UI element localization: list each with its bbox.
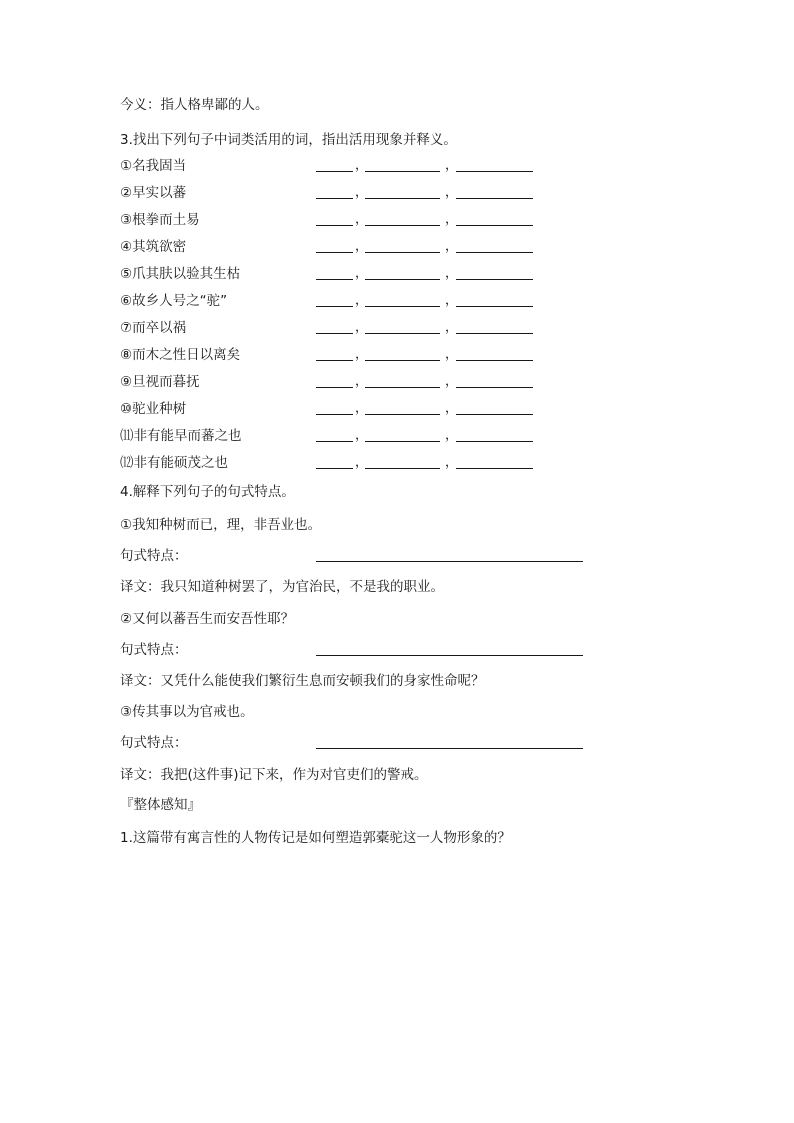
section-heading: 『整体感知』: [120, 797, 201, 813]
blank-phenomenon[interactable]: [365, 252, 440, 253]
comma: ，: [355, 428, 369, 443]
comma: ，: [445, 239, 459, 254]
blank-phenomenon[interactable]: [365, 468, 440, 469]
sentence-pattern-blank[interactable]: [316, 748, 583, 749]
comma: ，: [445, 455, 459, 470]
q3-row-7: [120, 319, 540, 337]
intro-line: 今义：指人格卑鄙的人。: [120, 97, 269, 113]
blank-word[interactable]: [316, 333, 353, 334]
q3-item-text: ⑤爪其肤以验其生枯: [120, 266, 241, 282]
blank-phenomenon[interactable]: [365, 171, 440, 172]
blank-meaning[interactable]: [456, 279, 533, 280]
blank-word[interactable]: [316, 198, 353, 199]
comma: ，: [355, 185, 369, 200]
q3-item-text: ⑾非有能早而蕃之也: [120, 428, 242, 444]
blank-meaning[interactable]: [456, 171, 533, 172]
sentence-pattern-label: 句式特点：: [120, 735, 188, 751]
blank-meaning[interactable]: [456, 225, 533, 226]
q3-row-2: [120, 184, 540, 202]
blank-meaning[interactable]: [456, 468, 533, 469]
comma: ，: [355, 347, 369, 362]
q4-sentence-1: ①我知种树而已，理，非吾业也。: [120, 517, 322, 533]
comma: ，: [445, 293, 459, 308]
q3-row-9: [120, 373, 540, 391]
q4-translation-3: 译文：我把(这件事)记下来，作为对官吏们的警戒。: [120, 767, 428, 783]
q3-row-5: [120, 265, 540, 283]
q3-item-text: ⑩驼业种树: [120, 401, 187, 417]
blank-word[interactable]: [316, 171, 353, 172]
q3-item-text: ①名我固当: [120, 158, 187, 174]
blank-phenomenon[interactable]: [365, 306, 440, 307]
blank-word[interactable]: [316, 414, 353, 415]
blank-word[interactable]: [316, 306, 353, 307]
blank-meaning[interactable]: [456, 387, 533, 388]
sentence-pattern-blank[interactable]: [316, 561, 583, 562]
comma: ，: [445, 266, 459, 281]
q3-row-3: [120, 211, 540, 229]
blank-word[interactable]: [316, 441, 353, 442]
blank-meaning[interactable]: [456, 360, 533, 361]
q4-answer-row-3: [120, 734, 480, 752]
comma: ，: [355, 293, 369, 308]
overview-question-1: 1.这篇带有寓言性的人物传记是如何塑造郭橐驼这一人物形象的？: [120, 830, 511, 846]
q3-item-text: ⑦而卒以祸: [120, 320, 187, 336]
blank-word[interactable]: [316, 252, 353, 253]
comma: ，: [355, 266, 369, 281]
q3-title: 3.找出下列句子中词类活用的词，指出活用现象并释义。: [120, 132, 457, 148]
blank-phenomenon[interactable]: [365, 198, 440, 199]
q3-row-8: [120, 346, 540, 364]
blank-meaning[interactable]: [456, 252, 533, 253]
q3-row-11: [120, 427, 540, 445]
comma: ，: [355, 158, 369, 173]
q3-item-text: ⑧而木之性日以离矣: [120, 347, 241, 363]
blank-meaning[interactable]: [456, 306, 533, 307]
blank-word[interactable]: [316, 468, 353, 469]
q4-answer-row-2: [120, 641, 480, 659]
q3-row-4: [120, 238, 540, 256]
blank-phenomenon[interactable]: [365, 441, 440, 442]
blank-phenomenon[interactable]: [365, 387, 440, 388]
q3-row-10: [120, 400, 540, 418]
sentence-pattern-label: 句式特点：: [120, 642, 188, 658]
q3-item-text: ⑿非有能硕茂之也: [120, 455, 228, 471]
comma: ，: [355, 239, 369, 254]
q3-item-text: ③根拳而土易: [120, 212, 200, 228]
q3-row-1: [120, 157, 540, 175]
blank-meaning[interactable]: [456, 333, 533, 334]
sentence-pattern-label: 句式特点：: [120, 548, 188, 564]
comma: ，: [445, 374, 459, 389]
q4-answer-row-1: [120, 547, 480, 565]
q3-row-12: [120, 454, 540, 472]
blank-word[interactable]: [316, 360, 353, 361]
q3-row-6: [120, 292, 540, 310]
blank-phenomenon[interactable]: [365, 225, 440, 226]
q3-item-text: ⑥故乡人号之“驼”: [120, 293, 228, 309]
sentence-pattern-blank[interactable]: [316, 655, 583, 656]
blank-meaning[interactable]: [456, 198, 533, 199]
comma: ，: [445, 158, 459, 173]
blank-word[interactable]: [316, 387, 353, 388]
blank-meaning[interactable]: [456, 441, 533, 442]
blank-word[interactable]: [316, 225, 353, 226]
blank-phenomenon[interactable]: [365, 360, 440, 361]
comma: ，: [355, 455, 369, 470]
blank-phenomenon[interactable]: [365, 333, 440, 334]
comma: ，: [355, 320, 369, 335]
blank-meaning[interactable]: [456, 414, 533, 415]
comma: ，: [445, 428, 459, 443]
q4-translation-2: 译文：又凭什么能使我们繁衍生息而安顿我们的身家性命呢？: [120, 673, 485, 689]
comma: ，: [355, 401, 369, 416]
q4-translation-1: 译文：我只知道种树罢了，为官治民，不是我的职业。: [120, 579, 444, 595]
comma: ，: [445, 347, 459, 362]
blank-phenomenon[interactable]: [365, 414, 440, 415]
comma: ，: [445, 212, 459, 227]
q4-sentence-2: ②又何以蕃吾生而安吾性耶？: [120, 611, 295, 627]
q3-item-text: ④其筑欲密: [120, 239, 187, 255]
comma: ，: [445, 320, 459, 335]
comma: ，: [355, 374, 369, 389]
comma: ，: [445, 185, 459, 200]
q4-sentence-3: ③传其事以为官戒也。: [120, 704, 254, 720]
comma: ，: [355, 212, 369, 227]
blank-phenomenon[interactable]: [365, 279, 440, 280]
q3-item-text: ⑨旦视而暮抚: [120, 374, 200, 390]
blank-word[interactable]: [316, 279, 353, 280]
q3-item-text: ②早实以蕃: [120, 185, 187, 201]
comma: ，: [445, 401, 459, 416]
q4-title: 4.解释下列句子的句式特点。: [120, 484, 295, 500]
